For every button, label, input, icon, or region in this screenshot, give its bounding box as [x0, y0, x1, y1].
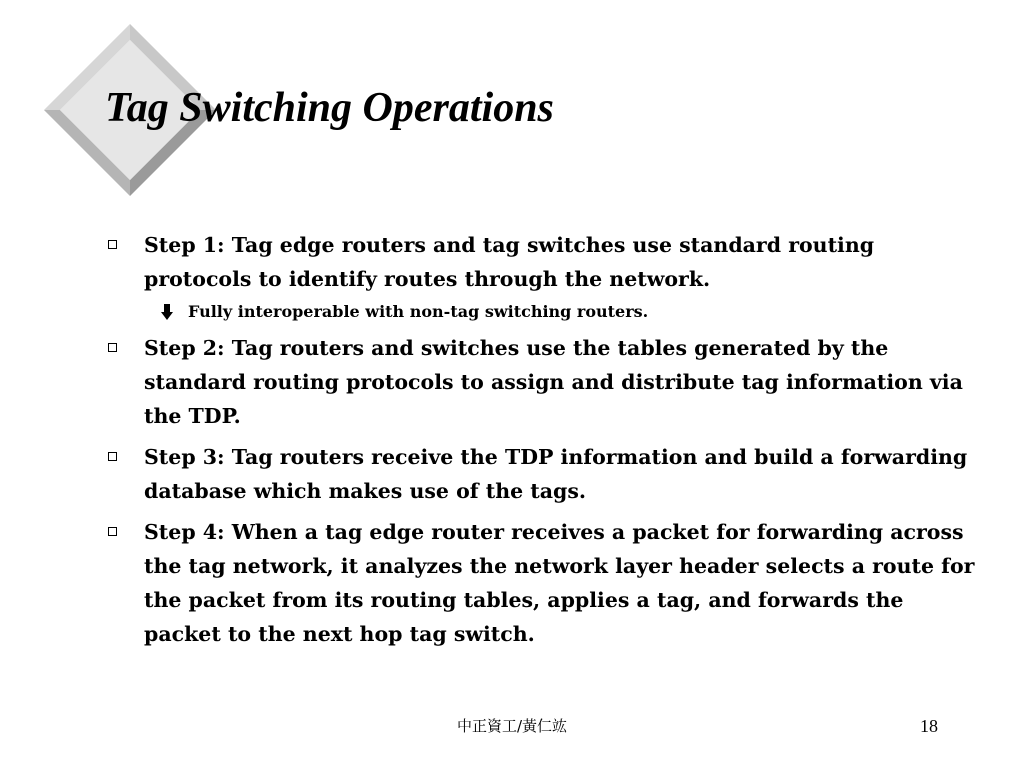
bullet-list — [100, 228, 980, 658]
hollow-square-icon — [108, 452, 117, 461]
bullet-text: Step 3: Tag routers receive the TDP information and build a forwarding database which makes use of the tags. — [144, 445, 968, 503]
sub-bullet-interoperable — [144, 299, 980, 325]
bullet-text: Step 4: When a tag edge router receives a packet for forwarding across the tag network, it analyzes the network layer header selects a route for the packet from its routing tables, applies a tag, and forwards the packet to the next hop tag switch. — [144, 520, 975, 646]
footer-author: 中正資工/黃仁竑 — [456, 717, 568, 735]
bullet-text: Step 2: Tag routers and switches use the tables generated by the standard routing protocols to assign and distribute tag information via the TDP. — [144, 336, 963, 428]
arrow-down-icon — [160, 303, 174, 321]
bullet-step-2 — [100, 331, 980, 433]
bullet-step-4 — [100, 515, 980, 651]
slide-title: Tag Switching Operations — [105, 85, 554, 131]
hollow-square-icon — [108, 527, 117, 536]
page-number: 18 — [920, 716, 938, 736]
bullet-text: Step 1: Tag edge routers and tag switches use standard routing protocols to identify routes through the network. — [144, 233, 875, 291]
hollow-square-icon — [108, 240, 117, 249]
bullet-step-1 — [100, 228, 980, 296]
sub-bullet-text: Fully interoperable with non-tag switching routers. — [188, 302, 649, 321]
hollow-square-icon — [108, 343, 117, 352]
bullet-step-3 — [100, 440, 980, 508]
